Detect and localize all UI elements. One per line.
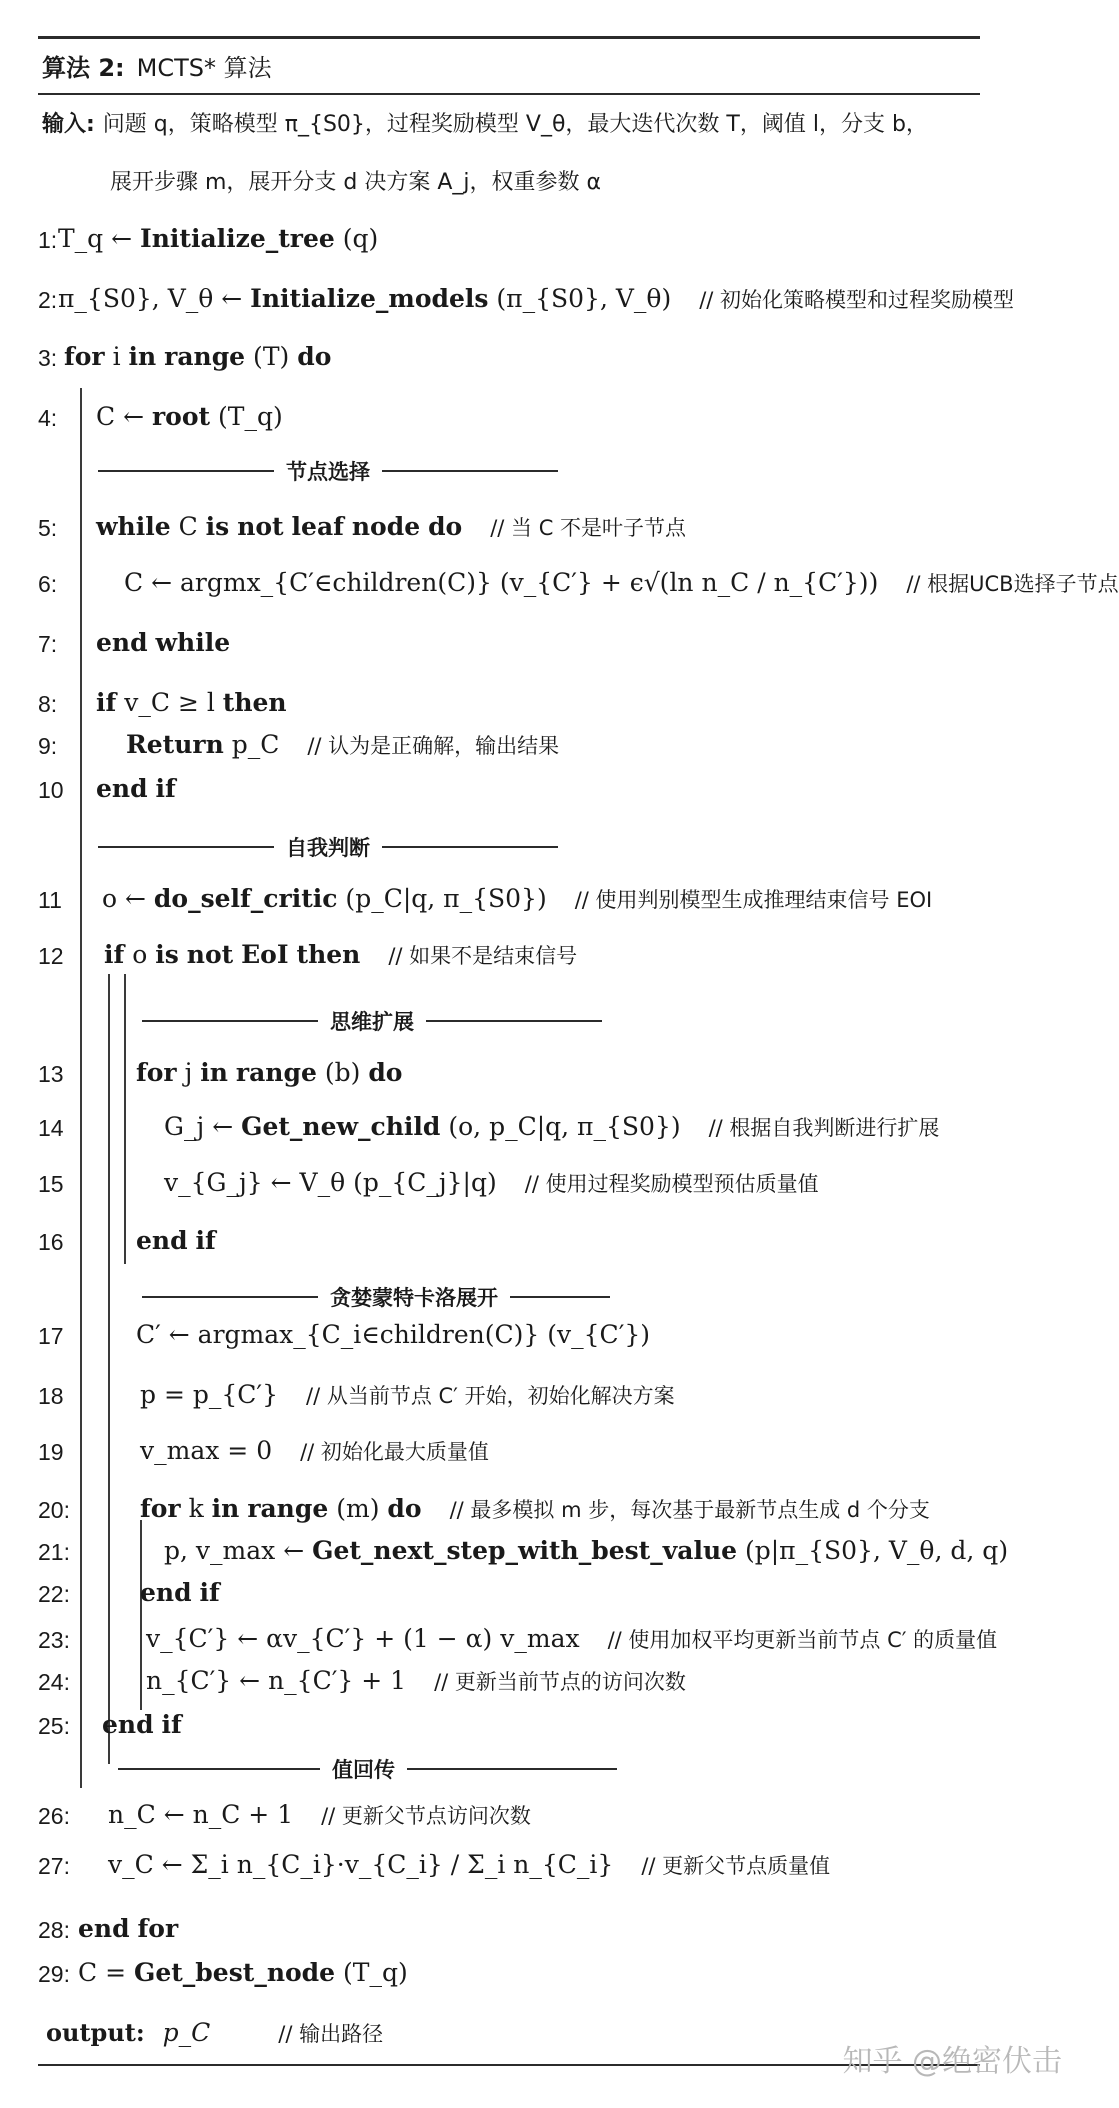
section-label: 思维扩展 xyxy=(330,1010,414,1034)
code-text: end while xyxy=(96,628,231,657)
if-block-guide xyxy=(108,974,110,1764)
code-comment: // 从当前节点 C′ 开始，初始化解决方案 xyxy=(306,1384,675,1408)
line-number: 25: xyxy=(38,1713,70,1739)
code-comment: // 初始化最大质量值 xyxy=(300,1440,489,1464)
line-number: 28: xyxy=(38,1917,70,1943)
code-line xyxy=(58,284,1014,314)
code-comment: // 使用判别模型生成推理结束信号 EOI xyxy=(574,888,933,912)
code-text: π_{S0}, V_θ ← Initialize_models (π_{S0}, V_θ) xyxy=(58,284,672,313)
code-text: end for xyxy=(78,1914,179,1943)
code-comment: // 更新父节点质量值 xyxy=(641,1854,831,1878)
code-line xyxy=(108,1800,531,1830)
code-line xyxy=(136,1226,216,1255)
code-text: o ← do_self_critic (p_C|q, π_{S0}) xyxy=(102,884,547,913)
line-number: 6: xyxy=(38,571,58,597)
code-line xyxy=(164,1112,939,1142)
code-line xyxy=(140,1380,675,1410)
input-text-1: 问题 q，策略模型 π_{S0}，过程奖励模型 V_θ，最大迭代次数 T，阈值 l，分支 b， xyxy=(102,112,928,137)
output-comment: // 输出路径 xyxy=(278,2022,384,2046)
code-comment: // 如果不是结束信号 xyxy=(388,944,578,968)
input-text-2: 展开步骤 m，展开分支 d 决方案 A_j，权重参数 α xyxy=(110,170,602,195)
algorithm-label: 算法 2: xyxy=(42,54,125,82)
code-text: C ← argmx_{C′∈children(C)} (v_{C′} + ϵ√(ln n_C / n_{C′})) xyxy=(124,568,879,597)
code-line xyxy=(96,628,230,657)
code-line xyxy=(64,342,331,371)
output-value: p_C xyxy=(162,2018,211,2047)
header-rule xyxy=(38,93,980,95)
line-number: 4: xyxy=(38,405,58,431)
code-text: end if xyxy=(140,1578,220,1607)
code-text: G_j ← Get_new_child (o, p_C|q, π_{S0}) xyxy=(164,1112,681,1141)
code-text: end if xyxy=(136,1226,216,1255)
code-line xyxy=(58,224,378,253)
line-number: 10 xyxy=(38,777,64,803)
code-line xyxy=(146,1624,997,1654)
line-number: 11 xyxy=(38,887,62,913)
code-comment: // 更新父节点访问次数 xyxy=(321,1804,531,1828)
line-number: 8: xyxy=(38,691,58,717)
code-comment: // 根据UCB选择子节点 xyxy=(906,572,1119,596)
code-text: T_q ← Initialize_tree (q) xyxy=(58,224,379,253)
line-number: 21: xyxy=(38,1539,70,1565)
line-number: 27: xyxy=(38,1853,70,1879)
code-text: n_C ← n_C + 1 xyxy=(108,1800,294,1829)
code-text: end if xyxy=(102,1710,182,1739)
code-text: for k in range (m) do xyxy=(140,1494,422,1523)
line-number: 2: xyxy=(38,287,58,313)
section-label: 贪婪蒙特卡洛展开 xyxy=(330,1286,498,1310)
output-line xyxy=(46,2018,383,2049)
code-comment: // 认为是正确解，输出结果 xyxy=(307,734,560,758)
line-number: 17 xyxy=(38,1323,64,1349)
code-line xyxy=(78,1914,178,1943)
code-text: C′ ← argmax_{C_i∈children(C)} (v_{C′}) xyxy=(136,1320,651,1349)
code-text: v_C ← Σ_i n_{C_i}·v_{C_i} / Σ_i n_{C_i} xyxy=(108,1850,614,1879)
line-number: 5: xyxy=(38,515,58,541)
code-line xyxy=(96,512,686,542)
section-expansion xyxy=(142,1006,602,1036)
code-text: v_{C′} ← αv_{C′} + (1 − α) v_max xyxy=(146,1624,580,1653)
section-label: 值回传 xyxy=(332,1758,395,1782)
code-text: for i in range (T) do xyxy=(64,342,332,371)
code-text: p = p_{C′} xyxy=(140,1380,278,1409)
code-line xyxy=(136,1058,402,1087)
code-text: v_{G_j} ← V_θ (p_{C_j}|q) xyxy=(164,1168,497,1197)
code-text: end if xyxy=(96,774,176,803)
line-number: 20: xyxy=(38,1497,70,1523)
code-text: if o is not EoI then xyxy=(104,940,361,969)
code-comment: // 最多模拟 m 步，每次基于最新节点生成 d 个分支 xyxy=(449,1498,930,1522)
for-loop-guide xyxy=(80,388,82,1788)
code-text: C = Get_best_node (T_q) xyxy=(78,1958,408,1987)
code-line xyxy=(96,402,283,431)
input-label: 输入: xyxy=(42,112,95,137)
line-number: 13 xyxy=(38,1061,64,1087)
code-line xyxy=(102,884,932,914)
inner-for-guide xyxy=(124,974,126,1264)
code-line xyxy=(146,1666,686,1696)
line-number: 19 xyxy=(38,1439,64,1465)
code-line xyxy=(126,730,559,760)
line-number: 22: xyxy=(38,1581,70,1607)
code-comment: // 更新当前节点的访问次数 xyxy=(434,1670,686,1694)
code-line xyxy=(124,568,1119,598)
code-comment: // 初始化策略模型和过程奖励模型 xyxy=(699,288,1015,312)
code-text: Return p_C xyxy=(126,730,280,759)
code-text: C ← root (T_q) xyxy=(96,402,283,431)
top-rule xyxy=(38,36,980,39)
watermark: 知乎 @绝密伏击 xyxy=(842,2044,1062,2079)
section-backprop xyxy=(118,1754,617,1784)
algorithm-name: MCTS* 算法 xyxy=(136,54,272,82)
line-number: 12 xyxy=(38,943,64,969)
code-line xyxy=(140,1436,489,1466)
k-loop-guide xyxy=(140,1520,142,1710)
code-comment: // 根据自我判断进行扩展 xyxy=(708,1116,940,1140)
algorithm-title xyxy=(42,48,272,83)
line-number: 18 xyxy=(38,1383,64,1409)
output-label: output: xyxy=(46,2018,145,2047)
line-number: 7: xyxy=(38,631,58,657)
code-text: while C is not leaf node do xyxy=(96,512,463,541)
code-line xyxy=(136,1320,650,1349)
section-label: 自我判断 xyxy=(286,836,370,860)
code-line xyxy=(164,1168,819,1198)
code-text: p, v_max ← Get_next_step_with_best_value (p|π_{S0}, V_θ, d, q) xyxy=(164,1536,1009,1565)
code-line xyxy=(108,1850,830,1880)
code-line xyxy=(96,688,287,717)
code-line xyxy=(104,940,577,970)
line-number: 29: xyxy=(38,1961,70,1987)
section-greedy-mc xyxy=(142,1282,610,1312)
code-text: v_max = 0 xyxy=(140,1436,273,1465)
line-number: 15 xyxy=(38,1171,64,1197)
line-number: 9: xyxy=(38,733,58,759)
bottom-rule xyxy=(38,2064,980,2066)
code-line xyxy=(140,1578,220,1607)
section-label: 节点选择 xyxy=(286,460,370,484)
section-node-selection xyxy=(98,456,558,486)
code-text: n_{C′} ← n_{C′} + 1 xyxy=(146,1666,407,1695)
line-number: 14 xyxy=(38,1115,64,1141)
code-line xyxy=(78,1958,408,1987)
input-line-1 xyxy=(42,108,928,140)
line-number: 26: xyxy=(38,1803,70,1829)
code-line xyxy=(102,1710,182,1739)
code-line xyxy=(96,774,176,803)
code-comment: // 使用过程奖励模型预估质量值 xyxy=(524,1172,819,1196)
input-line-2 xyxy=(110,166,601,198)
section-self-critic xyxy=(98,832,558,862)
line-number: 23: xyxy=(38,1627,70,1653)
line-number: 1: xyxy=(38,227,58,253)
code-comment: // 当 C 不是叶子节点 xyxy=(490,516,687,540)
code-text: if v_C ≥ l then xyxy=(96,688,287,717)
code-text: for j in range (b) do xyxy=(136,1058,403,1087)
code-line xyxy=(164,1536,1008,1565)
code-line xyxy=(140,1494,930,1524)
code-comment: // 使用加权平均更新当前节点 C′ 的质量值 xyxy=(607,1628,998,1652)
line-number: 24: xyxy=(38,1669,70,1695)
line-number: 16 xyxy=(38,1229,64,1255)
line-number: 3: xyxy=(38,345,58,371)
